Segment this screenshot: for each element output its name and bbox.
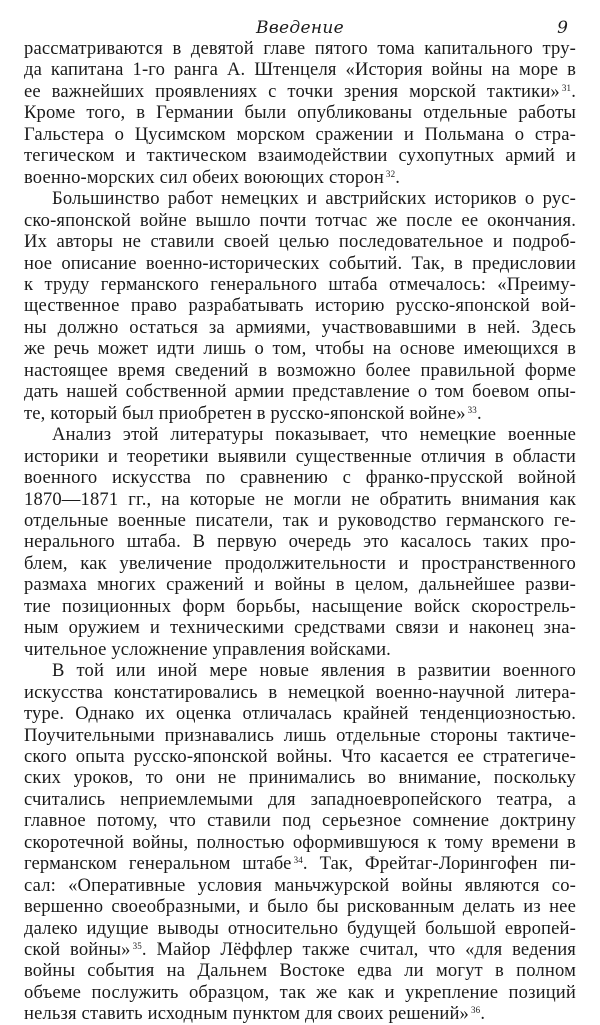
text-line [24,982,576,1003]
text-line [24,1003,576,1024]
text-line [24,853,576,874]
text-line [24,789,576,810]
line-text: ее важнейших проявлениях с точки зрения морской тактики» [24,80,560,102]
text-line [24,510,576,531]
line-text: искусства констатировались в немецкой военно-научной литера- [24,681,576,703]
line-text: те, который был приобретен в русско-японской войне» [24,402,466,424]
footnote-reference: 34 [293,855,303,866]
line-text: ско-японской войне вышло почти тотчас же после ее окончания. [24,209,576,231]
footnote-reference: 33 [467,404,477,415]
line-text: Их авторы не ставили своей целью последовательное и подроб- [24,231,576,253]
text-line [24,875,576,896]
text-line [24,746,576,767]
text-line [24,188,576,209]
line-text: тегическом и тактическом взаимодействии сухопутных армий и [24,145,576,167]
text-line [24,467,576,488]
text-line [24,489,576,510]
line-text: рассматриваются в девятой главе пятого тома капитального тру- [24,38,576,59]
text-line [24,231,576,252]
footnote-reference: 31 [561,82,572,93]
line-text-after-footnote: . [476,402,482,424]
line-text: нельзя ставить исходным пунктом для своих решений» [24,1003,470,1025]
paragraph [24,660,576,1025]
text-line [24,639,576,660]
line-text: нерального штаба. В первую очередь это касалось таких про- [24,531,576,553]
text-line [24,124,576,145]
text-line [24,446,576,467]
text-line [24,59,576,80]
text-line [24,682,576,703]
chapter-title: Введение [256,18,344,38]
line-text: объеме послужить образцом, так же как и укрепление позиций [24,981,576,1003]
line-text: 1870—1871 гг., на которые не могли не обратить внимания как [24,488,576,510]
line-text: ны должно остаться за армиями, участвовавшими в ней. Здесь [24,316,576,338]
text-line [24,210,576,231]
line-text: Анализ этой литературы показывает, что немецкие военные [52,424,576,446]
line-text: войны события на Дальнем Востоке едва ли могут в полном [24,960,576,982]
text-line [24,574,576,595]
text-line [24,531,576,552]
text-line [24,253,576,274]
line-text: размаха многих сражений и войны в целом, дальнейшее разви- [24,574,576,596]
text-line [24,381,576,402]
text-line [24,145,576,166]
line-text-after-footnote: . Майор Лёффлер также считал, что «для ведения [141,939,577,961]
text-line [24,403,576,424]
text-line [24,360,576,381]
text-line [24,896,576,917]
text-line [24,295,576,316]
text-line [24,960,576,981]
text-line [24,424,576,445]
text-line [24,918,576,939]
text-line [24,274,576,295]
text-line [24,939,576,960]
text-line [24,810,576,831]
line-text: ской войны» [24,939,131,961]
footnote-reference: 32 [385,168,396,179]
line-text: Большинство работ немецких и австрийских историков о рус- [52,188,576,210]
text-line [24,767,576,788]
body-text [24,38,576,1025]
line-text: да капитана 1-го ранга А. Штенцеля «История войны на море в [24,59,576,81]
line-text: военного искусства по сравнению с франко-прусской войной [24,467,576,489]
line-text-after-footnote: . Так, Фрейтаг-Лорингофен пи- [302,853,576,875]
line-text: ное описание военно-исторических событий. Так, в предисловии [24,252,576,274]
text-line [24,317,576,338]
line-text: ным оружием и техническими средствами связи и наконец зна- [24,617,576,639]
footnote-reference: 36 [471,1005,481,1016]
line-text: далеко идущие выводы относительно будущей большой европей- [24,917,576,939]
text-line [24,102,576,123]
line-text: к труду германского генерального штаба отмечалось: «Преиму- [24,273,576,295]
line-text: дать нашей собственной армии представление о том боевом опы- [24,381,576,403]
line-text: военно-морских сил обеих воюющих сторон [24,166,384,188]
line-text: отдельные военные писатели, так и руководство германского ге- [24,509,576,531]
line-text: Гальстера о Цусимском морском сражении и Польмана о стра- [24,123,576,145]
line-text-after-footnote: . [395,166,401,188]
text-line [24,617,576,638]
text-line [24,832,576,853]
paragraph [24,38,576,188]
line-text: туре. Однако их оценка отличалась крайней тенденциозностью. [24,703,576,725]
text-line [24,81,576,102]
line-text: Поучительными признавались лишь отдельные стороны тактиче- [24,724,576,746]
line-text: Кроме того, в Германии были опубликованы отдельные работы [24,102,576,124]
line-text: историки и теоретики выявили существенные отличия в области [24,445,576,467]
text-line [24,660,576,681]
line-text: щественное право разрабатывать историю русско-японской вой- [24,295,576,317]
line-text-after-footnote: . [571,80,576,102]
line-text-after-footnote: . [480,1003,486,1025]
footnote-reference: 35 [132,941,142,952]
line-text: чительное усложнение управления войсками. [24,638,391,660]
line-text: же речь может идти лишь о том, чтобы на основе имеющихся в [24,338,576,360]
line-text: вершенно своеобразными, и было бы рискованным делать из нее [24,896,576,918]
line-text: ского опыта русско-японской войны. Что касается ее стратегиче- [24,745,576,767]
line-text: настоящее время сведений в возможно более правильной форме [24,359,576,381]
line-text: В той или иной мере новые явления в развитии военного [52,660,576,682]
text-line [24,553,576,574]
page-number: 9 [557,18,568,38]
line-text: считались неприемлемыми для западноевропейского театра, а [24,788,576,810]
paragraph [24,424,576,660]
line-text: ских уроков, то они не принимались во внимание, поскольку [24,767,576,789]
line-text: германском генеральном штабе [24,853,292,875]
line-text: тие позиционных форм борьбы, насыщение войск скорострель- [24,595,576,617]
line-text: скоротечной войны, полностью оформившуюся к тому времени в [24,831,576,853]
line-text: главное потому, что ставили под серьезное сомнение доктрину [24,810,576,832]
text-line [24,596,576,617]
text-line [24,38,576,59]
text-line [24,338,576,359]
text-line [24,703,576,724]
paragraph [24,188,576,424]
text-line [24,167,576,188]
line-text: блем, как увеличение продолжительности и пространственного [24,552,576,574]
line-text: сал: «Оперативные условия маньчжурской войны являются со- [24,874,576,896]
text-line [24,725,576,746]
